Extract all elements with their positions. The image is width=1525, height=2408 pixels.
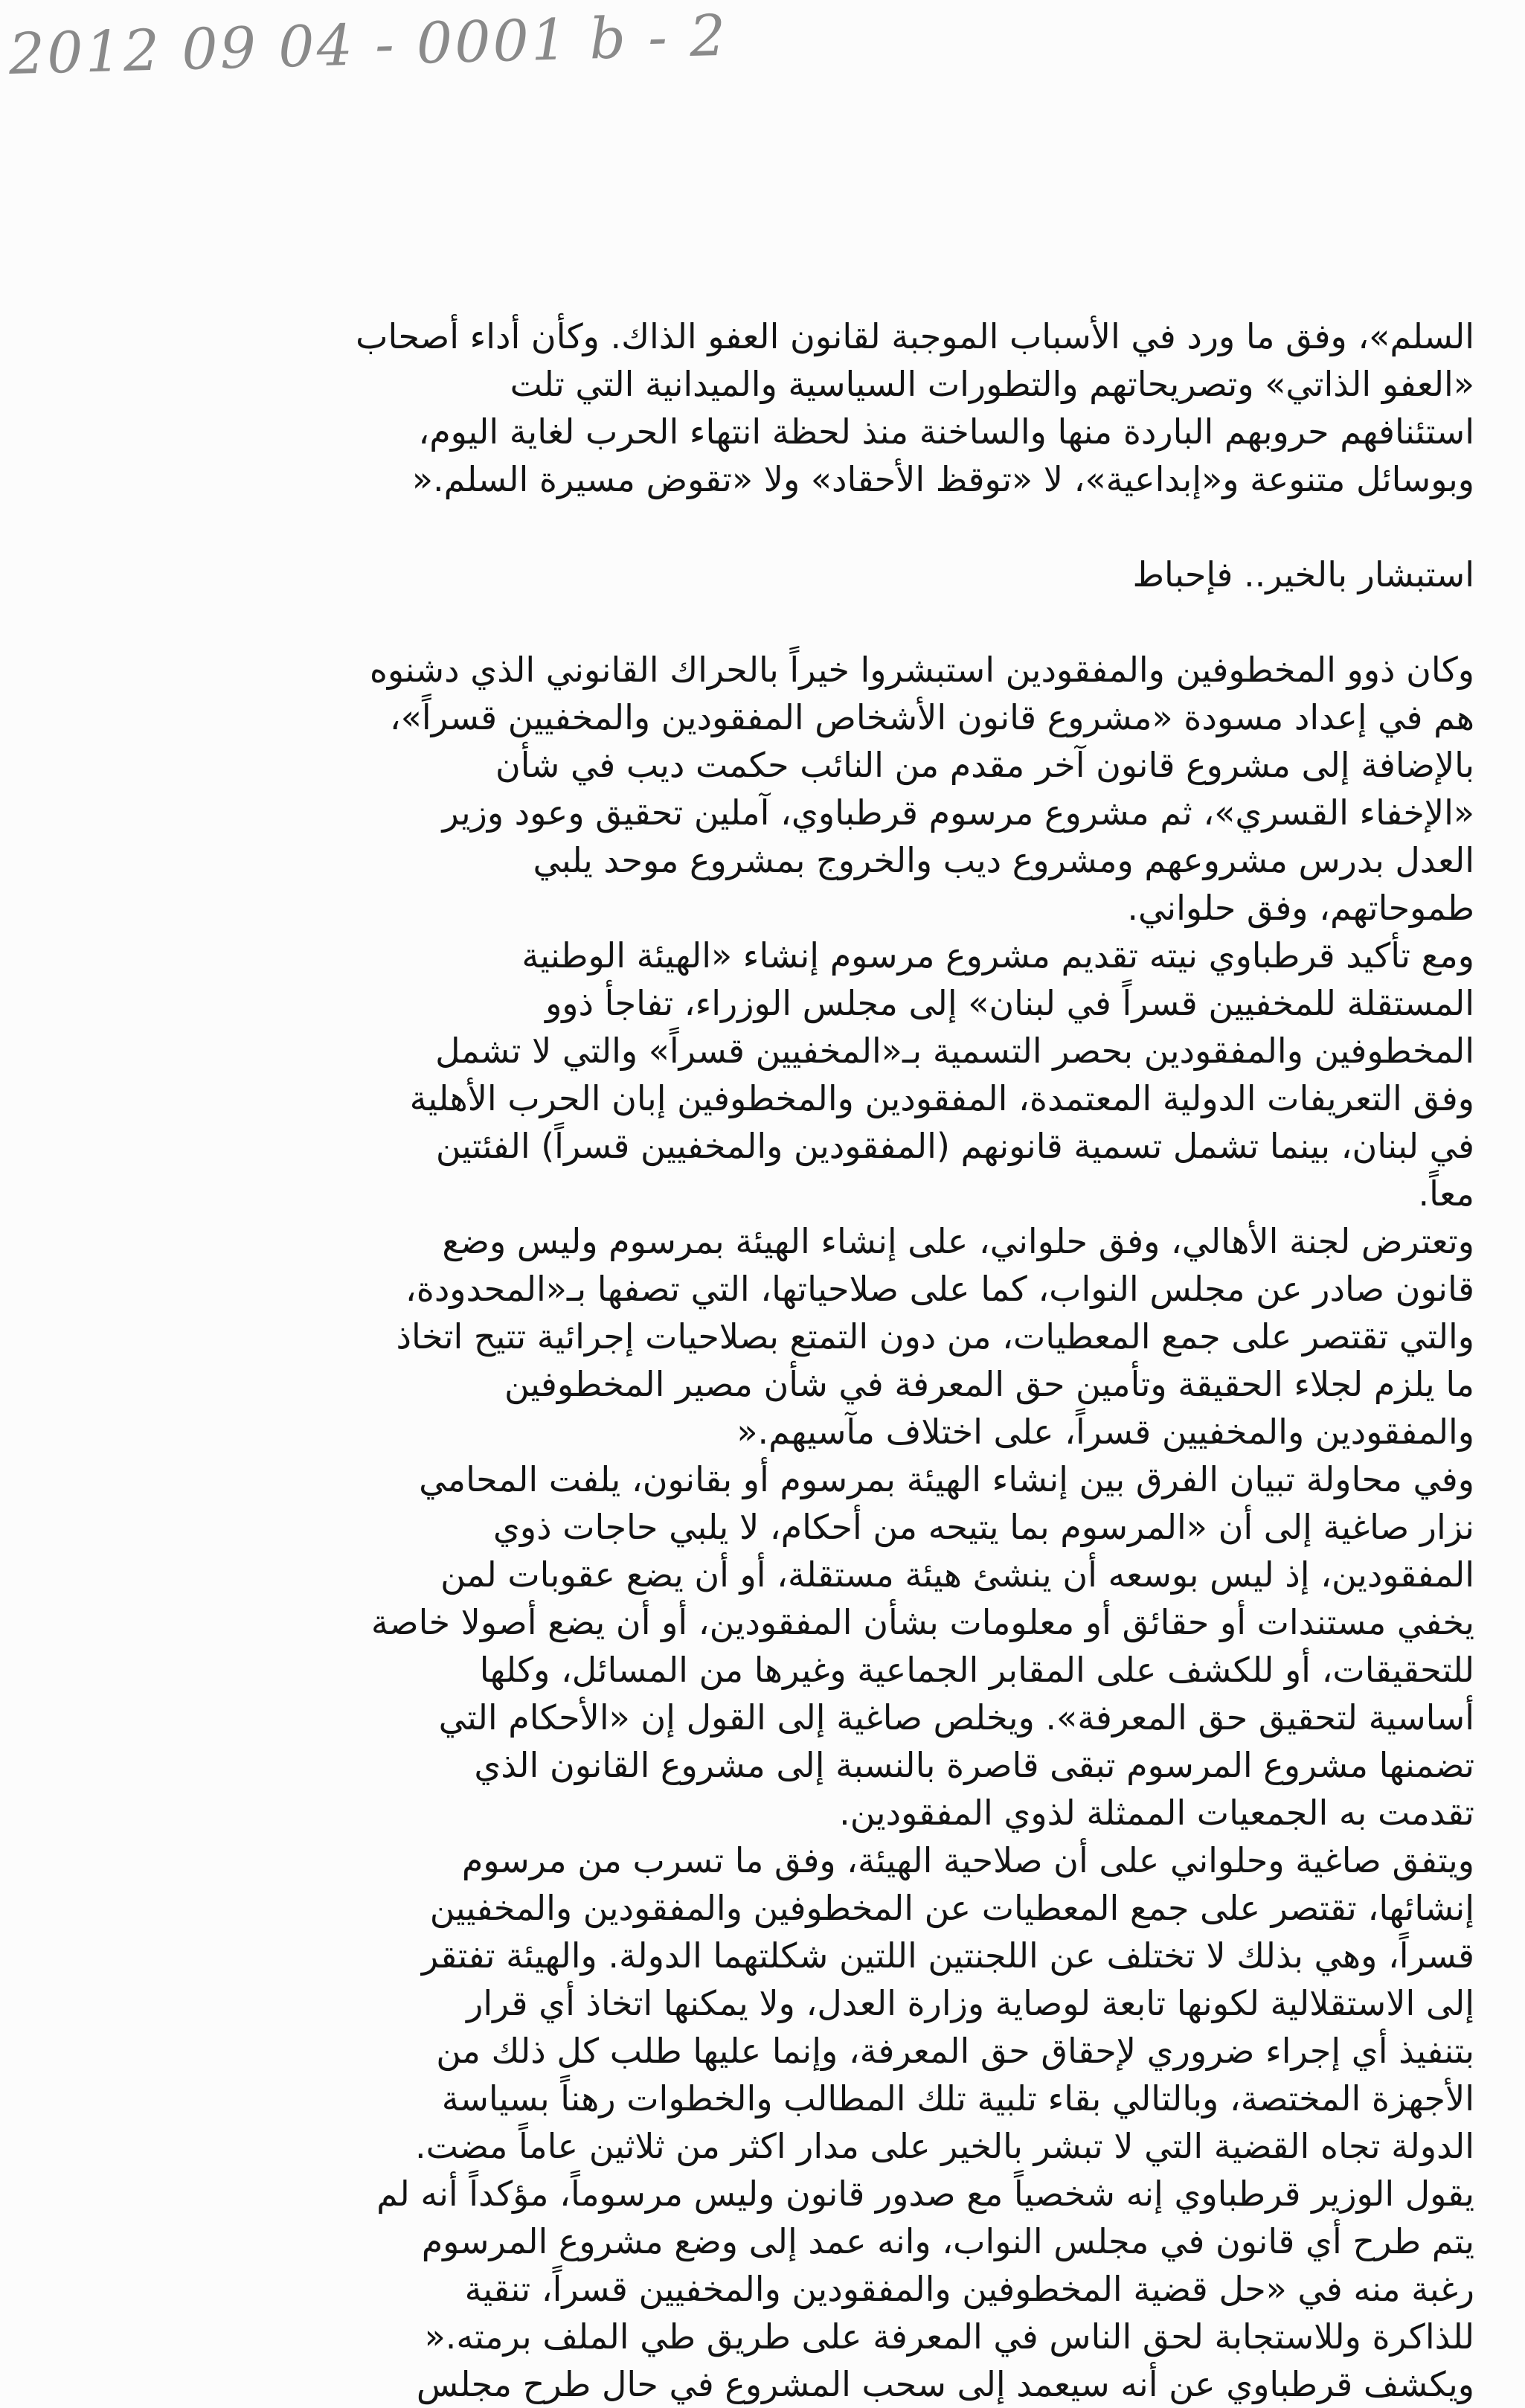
text-line: السلم»، وفق ما ورد في الأسباب الموجبة لقانون العفو الذاك. وكأن أداء أصحاب xyxy=(356,316,1474,356)
text-line: والمفقودين والمخفيين قسراً، على اختلاف مآسيهم.« xyxy=(736,1412,1474,1452)
text-line: طموحاتهم، وفق حلواني. xyxy=(1127,888,1474,928)
text-line: وتعترض لجنة الأهالي، وفق حلواني، على إنشاء الهيئة بمرسوم وليس وضع xyxy=(442,1221,1474,1261)
text-line: «الإخفاء القسري»، ثم مشروع مرسوم قرطباوي، آملين تحقيق وعود وزير xyxy=(442,792,1474,833)
text-line: استئنافهم حروبهم الباردة منها والساخنة منذ لحظة انتهاء الحرب لغاية اليوم، xyxy=(418,412,1474,452)
text-line: في لبنان، بينما تشمل تسمية قانونهم (المفقودين والمخفيين قسراً) الفئتين xyxy=(435,1126,1474,1166)
intro-paragraph xyxy=(305,313,1474,503)
text-line: تضمنها مشروع المرسوم تبقى قاصرة بالنسبة إلى مشروع القانون الذي xyxy=(474,1745,1474,1785)
text-line: ما يلزم لجلاء الحقيقة وتأمين حق المعرفة في شأن مصير المخطوفين xyxy=(504,1364,1474,1404)
text-line: قانون صادر عن مجلس النواب، كما على صلاحياتها، التي تصفها بـ«المحدودة، xyxy=(405,1269,1474,1309)
text-line: المخطوفين والمفقودين بحصر التسمية بـ«المخفيين قسراً» والتي لا تشمل xyxy=(435,1031,1474,1071)
text-line: الدولة تجاه القضية التي لا تبشر بالخير على مدار اكثر من ثلاثين عاماً مضت. xyxy=(415,2126,1474,2166)
text-line: معاً. xyxy=(1418,1173,1474,1214)
text-line: وبوسائل متنوعة و«إبداعية»، لا «توقظ الأحقاد» ولا «تقوض مسيرة السلم.« xyxy=(411,459,1474,499)
text-line: بالإضافة إلى مشروع قانون آخر مقدم من النائب حكمت ديب في شأن xyxy=(495,745,1474,785)
text-line: تقدمت به الجمعيات الممثلة لذوي المفقودين. xyxy=(839,1793,1474,1833)
text-line: بتنفيذ أي إجراء ضروري لإحقاق حق المعرفة، وإنما عليها طلب كل ذلك من xyxy=(436,2031,1474,2071)
text-line: أساسية لتحقيق حق المعرفة». ويخلص صاغية إلى القول إن «الأحكام التي xyxy=(438,1697,1474,1738)
text-line: ويتفق صاغية وحلواني على أن صلاحية الهيئة، وفق ما تسرب من مرسوم xyxy=(461,1840,1474,1880)
text-line: ويكشف قرطباوي عن أنه سيعمد إلى سحب المشروع في حال طرح مجلس xyxy=(416,2364,1474,2404)
text-line: الأجهزة المختصة، وبالتالي بقاء تلبية تلك المطالب والخطوات رهناً بسياسة xyxy=(441,2078,1474,2119)
text-line: للذاكرة وللاستجابة لحق الناس في المعرفة على طريق طي الملف برمته.« xyxy=(424,2316,1474,2357)
text-line: قسراً، وهي بذلك لا تختلف عن اللجنتين اللتين شكلتهما الدولة. والهيئة تفتقر xyxy=(421,1935,1474,1976)
text-line: يتم طرح أي قانون في مجلس النواب، وانه عمد إلى وضع مشروع المرسوم xyxy=(421,2221,1474,2261)
text-line: وفق التعريفات الدولية المعتمدة، المفقودين والمخطوفين إبان الحرب الأهلية xyxy=(409,1078,1474,1118)
section-heading: استبشار بالخير.. فإحباط xyxy=(1132,554,1474,595)
text-line: إنشائها، تقتصر على جمع المعطيات عن المخطوفين والمفقودين والمخفيين xyxy=(429,1888,1474,1928)
text-line: العدل بدرس مشروعهم ومشروع ديب والخروج بمشروع موحد يلبي xyxy=(533,840,1474,880)
text-line: نزار صاغية إلى أن «المرسوم بما يتيحه من أحكام، لا يلبي حاجات ذوي xyxy=(492,1507,1474,1547)
text-line: وكان ذوو المخطوفين والمفقودين استبشروا خيراً بالحراك القانوني الذي دشنوه xyxy=(369,650,1474,690)
text-line: للتحقيقات، أو للكشف على المقابر الجماعية وغيرها من المسائل، وكلها xyxy=(479,1650,1474,1690)
body-text xyxy=(305,646,1474,2408)
text-line: إلى الاستقلالية لكونها تابعة لوصاية وزارة العدل، ولا يمكنها اتخاذ أي قرار xyxy=(466,1983,1474,2023)
text-line: وفي محاولة تبيان الفرق بين إنشاء الهيئة بمرسوم أو بقانون، يلفت المحامي xyxy=(419,1459,1474,1499)
text-line: المفقودين، إذ ليس بوسعه أن ينشئ هيئة مستقلة، أو أن يضع عقوبات لمن xyxy=(440,1554,1474,1595)
text-line: المستقلة للمخفيين قسراً في لبنان» إلى مجلس الوزراء، تفاجأ ذوو xyxy=(545,983,1474,1023)
text-line: «العفو الذاتي» وتصريحاتهم والتطورات السياسية والميدانية التي تلت xyxy=(510,364,1474,404)
handwritten-reference-number: 2012 09 04 - 0001 b - 2 xyxy=(7,1,729,87)
article-text xyxy=(305,313,1474,2408)
text-line: والتي تقتصر على جمع المعطيات، من دون التمتع بصلاحيات إجرائية تتيح اتخاذ xyxy=(396,1316,1474,1357)
text-line: رغبة منه في «حل قضية المخطوفين والمفقودين والمخفيين قسراً، تنقية xyxy=(464,2269,1474,2309)
text-line: يخفي مستندات أو حقائق أو معلومات بشأن المفقودين، أو أن يضع أصولا خاصة xyxy=(370,1602,1474,1642)
text-line: هم في إعداد مسودة «مشروع قانون الأشخاص المفقودين والمخفيين قسراً»، xyxy=(389,697,1474,737)
text-line: ومع تأكيد قرطباوي نيته تقديم مشروع مرسوم إنشاء «الهيئة الوطنية xyxy=(521,935,1474,976)
text-line: يقول الوزير قرطباوي إنه شخصياً مع صدور قانون وليس مرسوماً، مؤكداً أنه لم xyxy=(376,2174,1474,2214)
